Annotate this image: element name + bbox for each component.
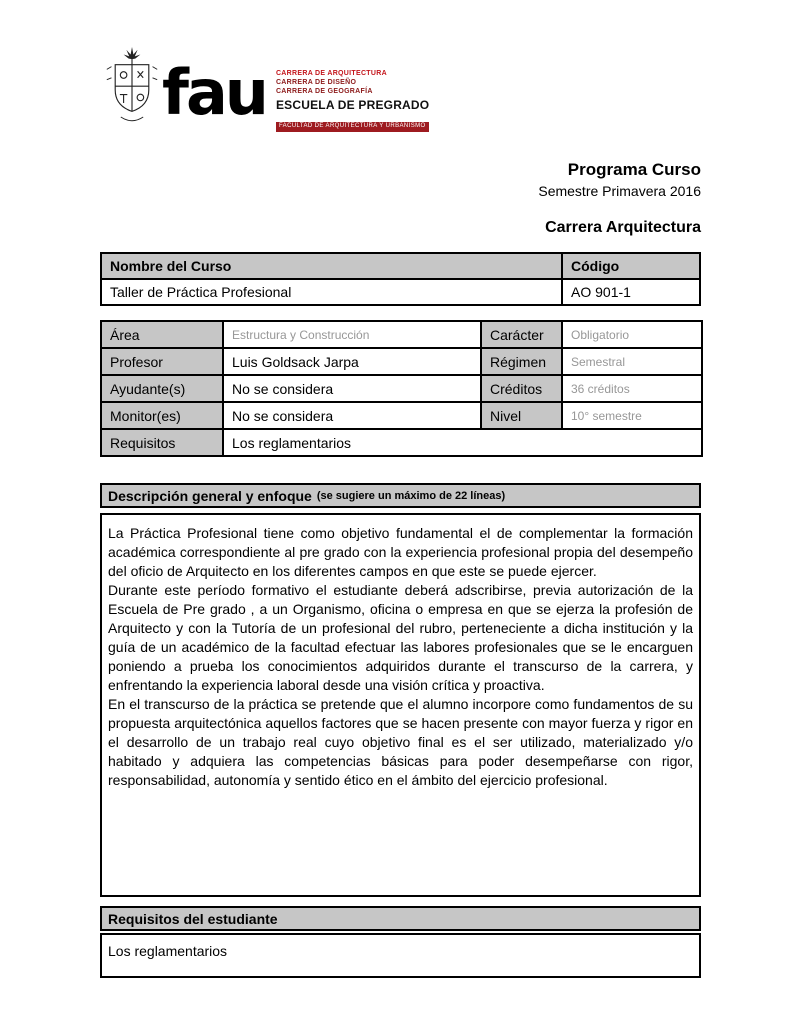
career-title: Carrera Arquitectura bbox=[545, 219, 701, 236]
nivel-label: Nivel bbox=[481, 402, 562, 429]
creditos-label: Créditos bbox=[481, 375, 562, 402]
course-name-header: Nombre del Curso bbox=[101, 253, 562, 279]
fau-wordmark: fau bbox=[162, 56, 266, 129]
description-title-note: (se sugiere un máximo de 22 líneas) bbox=[316, 489, 506, 502]
table-row bbox=[101, 253, 700, 279]
logo-line-geografia: CARRERA DE GEOGRAFÍA bbox=[275, 87, 373, 95]
monitor-value: No se considera bbox=[223, 402, 481, 429]
logo-text-block bbox=[276, 70, 429, 133]
logo-line-facultad: FACULTAD DE ARQUITECTURA Y URBANISMO bbox=[276, 122, 429, 132]
regimen-label: Régimen bbox=[481, 348, 562, 375]
area-label: Área bbox=[101, 321, 223, 348]
ayudante-label: Ayudante(s) bbox=[101, 375, 223, 402]
student-requirements-body: Los reglamentarios bbox=[100, 933, 701, 978]
table-row bbox=[101, 348, 702, 375]
nivel-value: 10° semestre bbox=[562, 402, 702, 429]
ayudante-value: No se considera bbox=[223, 375, 481, 402]
caracter-label: Carácter bbox=[481, 321, 562, 348]
course-code-value: AO 901-1 bbox=[562, 279, 700, 305]
description-paragraph: Durante este período formativo el estudiante deberá adscribirse, previa autorización de la Escuela de Pre grado , a un Organismo, oficina o empresa en que se ejerza la profesión de Arquitecto y con la Tutoría de un profesional del rubro, perteneciente a dicha institución y la guía de un académico de la facultad efectuar las labores profesionales que se le encarguen poniendo a prueba los conocimientos adquiridos durante el transcurso de la carrera, y enfrentando la experiencia laboral desde una visión crítica y proactiva. bbox=[108, 582, 693, 693]
regimen-value: Semestral bbox=[562, 348, 702, 375]
table-row bbox=[101, 402, 702, 429]
logo-line-arquitectura: CARRERA DE ARQUITECTURA bbox=[275, 70, 387, 77]
description-paragraph: En el transcurso de la práctica se pretende que el alumno incorpore como fundamentos de su propuesta arquitectónica aquellos factores que se hacen presente con mayor fuerza y rigor en el desarrollo de un trabajo real cuyo objetivo final es el ser utilizado, materializado y/o habitado y adquiera las competencias básicas para poder desempeñarse con rigor, responsabilidad, autonomía y sentido ético en el ámbito del ejercicio profesional. bbox=[108, 696, 693, 788]
semester-subtitle: Semestre Primavera 2016 bbox=[538, 183, 701, 199]
profesor-value: Luis Goldsack Jarpa bbox=[223, 348, 481, 375]
page-title: Programa Curso bbox=[567, 160, 701, 179]
table-row bbox=[101, 429, 702, 456]
university-crest-icon bbox=[104, 46, 160, 132]
area-value: Estructura y Construcción bbox=[223, 321, 481, 348]
monitor-label: Monitor(es) bbox=[101, 402, 223, 429]
logo-line-diseno: CARRERA DE DISEÑO bbox=[275, 78, 357, 86]
description-body bbox=[100, 513, 701, 897]
fau-logo bbox=[104, 46, 429, 133]
description-title: Descripción general y enfoque bbox=[108, 487, 312, 504]
requisitos-label: Requisitos bbox=[101, 429, 223, 456]
table-row bbox=[101, 375, 702, 402]
description-section-header bbox=[100, 483, 701, 508]
creditos-value: 36 créditos bbox=[562, 375, 702, 402]
table-row bbox=[101, 321, 702, 348]
course-name-table bbox=[100, 252, 701, 306]
student-requirements-header bbox=[100, 906, 701, 931]
table-row bbox=[101, 279, 700, 305]
description-paragraph: La Práctica Profesional tiene como objetivo fundamental el de complementar la formación académica correspondiente al pre grado con la experiencia profesional propia del desempeño del oficio de Arquitecto en los diferentes campos en que este se puede ejercer. bbox=[108, 525, 693, 579]
course-code-header: Código bbox=[562, 253, 700, 279]
course-name-value: Taller de Práctica Profesional bbox=[101, 279, 562, 305]
course-info-table bbox=[100, 320, 703, 457]
logo-line-escuela: ESCUELA DE PREGRADO bbox=[275, 98, 430, 113]
profesor-label: Profesor bbox=[101, 348, 223, 375]
document-header bbox=[538, 160, 701, 237]
student-requirements-title: Requisitos del estudiante bbox=[108, 910, 278, 927]
requisitos-value: Los reglamentarios bbox=[223, 429, 702, 456]
caracter-value: Obligatorio bbox=[562, 321, 702, 348]
